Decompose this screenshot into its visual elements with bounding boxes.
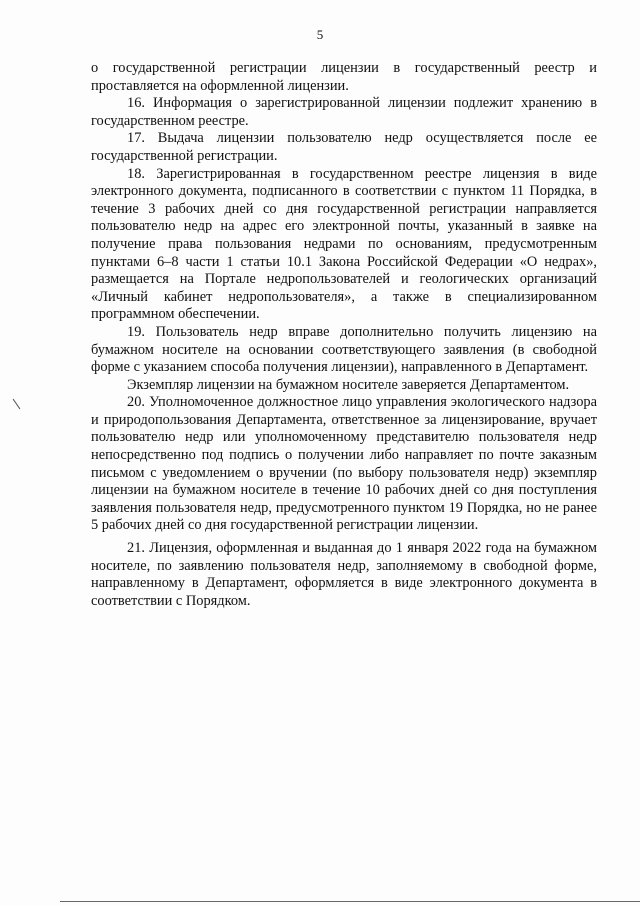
paragraph-17: 17. Выдача лицензии пользователю недр осуществляется после ее государственной регистрации. bbox=[91, 130, 597, 164]
scan-mark bbox=[13, 399, 21, 409]
paragraph-15-continuation: о государственной регистрации лицензии в государственный реестр и проставляется на оформленной лицензии. bbox=[91, 60, 597, 94]
paragraph-21: 21. Лицензия, оформленная и выданная до 1 января 2022 года на бумажном носителе, по заявлению пользователя недр, заполняемому в свободной форме, направленному в Департамент, оформляется в виде электронного документа в соответствии с Порядком. bbox=[91, 540, 597, 609]
paragraph-19-certification: Экземпляр лицензии на бумажном носителе заверяется Департаментом. bbox=[127, 376, 570, 393]
scan-edge-line bbox=[60, 901, 640, 902]
paragraph-20: 20. Уполномоченное должностное лицо управления экологического надзора и природопользования Департамента, ответственное за лицензирование, вручает пользователю недр или уполномоченному представителю пользователя недр непосредственно под подпись о получении либо направляет по почте заказным письмом с уведомлением о вручении (по выбору пользователя недр) экземпляр лицензии на бумажном носителе в течение 10 рабочих дней со дня поступления заявления пользователя недр, предусмотренного пунктом 19 Порядка, но не ранее 5 рабочих дней со дня государственной регистрации лицензии. bbox=[91, 394, 597, 534]
paragraph-16: 16. Информация о зарегистрированной лицензии подлежит хранению в государственном реестре. bbox=[91, 95, 597, 129]
page-number: 5 bbox=[316, 27, 324, 42]
paragraph-19: 19. Пользователь недр вправе дополнительно получить лицензию на бумажном носителе на основании соответствующего заявления (в свободной форме с указанием способа получения лицензии), направленного в Департамент. bbox=[91, 323, 597, 376]
document-body bbox=[91, 60, 597, 610]
paragraph-18: 18. Зарегистрированная в государственном реестре лицензия в виде электронного документа, подписанного в соответствии с пунктом 11 Порядка, в течение 3 рабочих дней со дня государственной регистрации направляется пользователю недр на адрес его электронной почты, указанный в заявке на получение права пользования недрами по основаниям, предусмотренным пунктами 6–8 части 1 статьи 10.1 Закона Российской Федерации «О недрах», размещается на Портале недропользователей и геологических организаций «Личный кабинет недропользователя», а также в специализированном программном обеспечении. bbox=[91, 165, 597, 323]
